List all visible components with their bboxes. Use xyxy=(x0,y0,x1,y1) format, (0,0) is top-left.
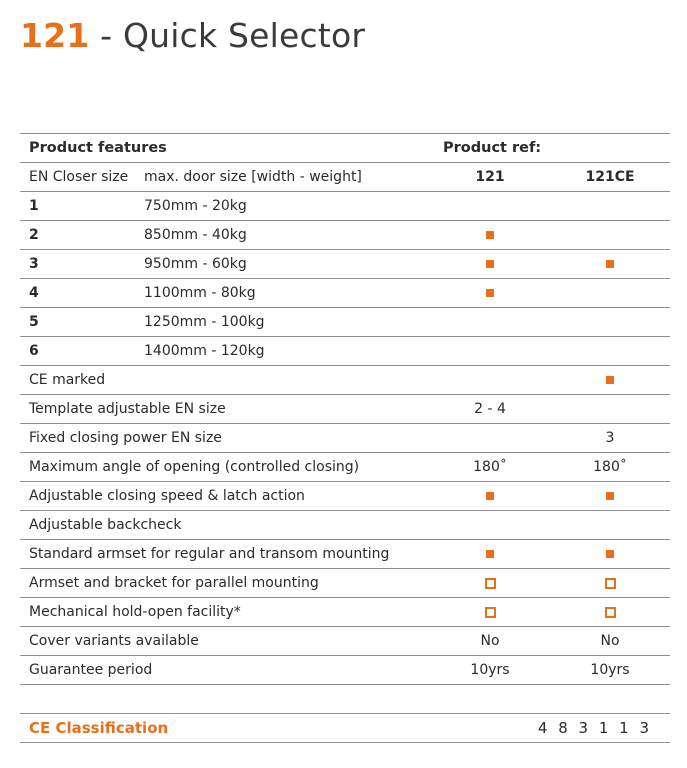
hollow-square-icon xyxy=(605,607,616,618)
feature-label: Mechanical hold-open facility* xyxy=(20,598,430,627)
table-header-row xyxy=(20,134,670,163)
en-size-cell: 6 xyxy=(20,337,144,366)
value-cell xyxy=(550,192,670,221)
value-cell xyxy=(430,511,550,540)
door-size-cell: 950mm - 60kg xyxy=(144,250,430,279)
ce-classification-value: 4 8 3 1 1 3 xyxy=(537,719,652,737)
page-title xyxy=(20,16,365,55)
filled-square-icon xyxy=(606,376,614,384)
feature-row xyxy=(20,598,670,627)
availability-cell xyxy=(430,569,550,598)
en-size-cell: 5 xyxy=(20,308,144,337)
quick-selector-table xyxy=(20,133,670,685)
feature-row xyxy=(20,656,670,685)
ce-classification-row xyxy=(20,713,670,743)
value-cell xyxy=(430,337,550,366)
value-cell xyxy=(430,192,550,221)
product-number: 121 xyxy=(20,16,90,55)
hollow-square-icon xyxy=(485,578,496,589)
ce-classification-label: CE Classification xyxy=(29,719,169,737)
page-title-text: - Quick Selector xyxy=(89,16,366,55)
value-cell xyxy=(550,337,670,366)
feature-label: Guarantee period xyxy=(20,656,430,685)
feature-label: Cover variants available xyxy=(20,627,430,656)
feature-label: Fixed closing power EN size xyxy=(20,424,430,453)
door-size-cell: 1100mm - 80kg xyxy=(144,279,430,308)
feature-row xyxy=(20,395,670,424)
feature-row xyxy=(20,366,670,395)
feature-row xyxy=(20,482,670,511)
column-121-header: 121 xyxy=(430,163,550,192)
hollow-square-icon xyxy=(605,578,616,589)
feature-row xyxy=(20,540,670,569)
value-cell xyxy=(550,221,670,250)
feature-label: Adjustable closing speed & latch action xyxy=(20,482,430,511)
column-121ce-header: 121CE xyxy=(550,163,670,192)
availability-cell xyxy=(430,221,550,250)
value-cell: 3 xyxy=(550,424,670,453)
en-size-cell: 4 xyxy=(20,279,144,308)
feature-label: CE marked xyxy=(20,366,430,395)
filled-square-icon xyxy=(606,492,614,500)
value-cell: 2 - 4 xyxy=(430,395,550,424)
feature-label: Adjustable backcheck xyxy=(20,511,430,540)
product-ref-heading: Product ref: xyxy=(430,134,670,163)
value-cell: No xyxy=(430,627,550,656)
feature-row xyxy=(20,453,670,482)
feature-row xyxy=(20,569,670,598)
hollow-square-icon xyxy=(485,607,496,618)
value-cell: 10yrs xyxy=(550,656,670,685)
value-cell xyxy=(550,279,670,308)
filled-square-icon xyxy=(486,550,494,558)
filled-square-icon xyxy=(606,550,614,558)
filled-square-icon xyxy=(486,231,494,239)
en-size-cell: 2 xyxy=(20,221,144,250)
en-size-cell: 3 xyxy=(20,250,144,279)
feature-label: Maximum angle of opening (controlled closing) xyxy=(20,453,430,482)
product-features-heading: Product features xyxy=(20,134,430,163)
value-cell xyxy=(430,424,550,453)
value-cell: 10yrs xyxy=(430,656,550,685)
availability-cell xyxy=(430,598,550,627)
value-cell xyxy=(430,308,550,337)
filled-square-icon xyxy=(606,260,614,268)
door-size-cell: 1250mm - 100kg xyxy=(144,308,430,337)
feature-label: Template adjustable EN size xyxy=(20,395,430,424)
column-header-row xyxy=(20,163,670,192)
feature-label: Armset and bracket for parallel mounting xyxy=(20,569,430,598)
door-size-cell: 750mm - 20kg xyxy=(144,192,430,221)
availability-cell xyxy=(550,250,670,279)
availability-cell xyxy=(550,482,670,511)
value-cell xyxy=(430,366,550,395)
feature-label: Standard armset for regular and transom mounting xyxy=(20,540,430,569)
availability-cell xyxy=(550,540,670,569)
door-size-cell: 850mm - 40kg xyxy=(144,221,430,250)
size-row xyxy=(20,250,670,279)
availability-cell xyxy=(430,482,550,511)
feature-row xyxy=(20,424,670,453)
en-size-cell: 1 xyxy=(20,192,144,221)
value-cell xyxy=(550,511,670,540)
value-cell xyxy=(550,395,670,424)
size-row xyxy=(20,308,670,337)
size-row xyxy=(20,221,670,250)
availability-cell xyxy=(430,250,550,279)
value-cell xyxy=(550,308,670,337)
size-row xyxy=(20,337,670,366)
availability-cell xyxy=(550,366,670,395)
availability-cell xyxy=(550,598,670,627)
value-cell: 180˚ xyxy=(550,453,670,482)
door-size-cell: 1400mm - 120kg xyxy=(144,337,430,366)
filled-square-icon xyxy=(486,289,494,297)
availability-cell xyxy=(430,540,550,569)
table-body xyxy=(20,134,670,685)
availability-cell xyxy=(550,569,670,598)
en-closer-size-header: EN Closer size xyxy=(20,163,144,192)
filled-square-icon xyxy=(486,260,494,268)
feature-row xyxy=(20,627,670,656)
size-row xyxy=(20,279,670,308)
value-cell: No xyxy=(550,627,670,656)
feature-row xyxy=(20,511,670,540)
size-row xyxy=(20,192,670,221)
door-size-header: max. door size [width - weight] xyxy=(144,163,430,192)
availability-cell xyxy=(430,279,550,308)
value-cell: 180˚ xyxy=(430,453,550,482)
filled-square-icon xyxy=(486,492,494,500)
